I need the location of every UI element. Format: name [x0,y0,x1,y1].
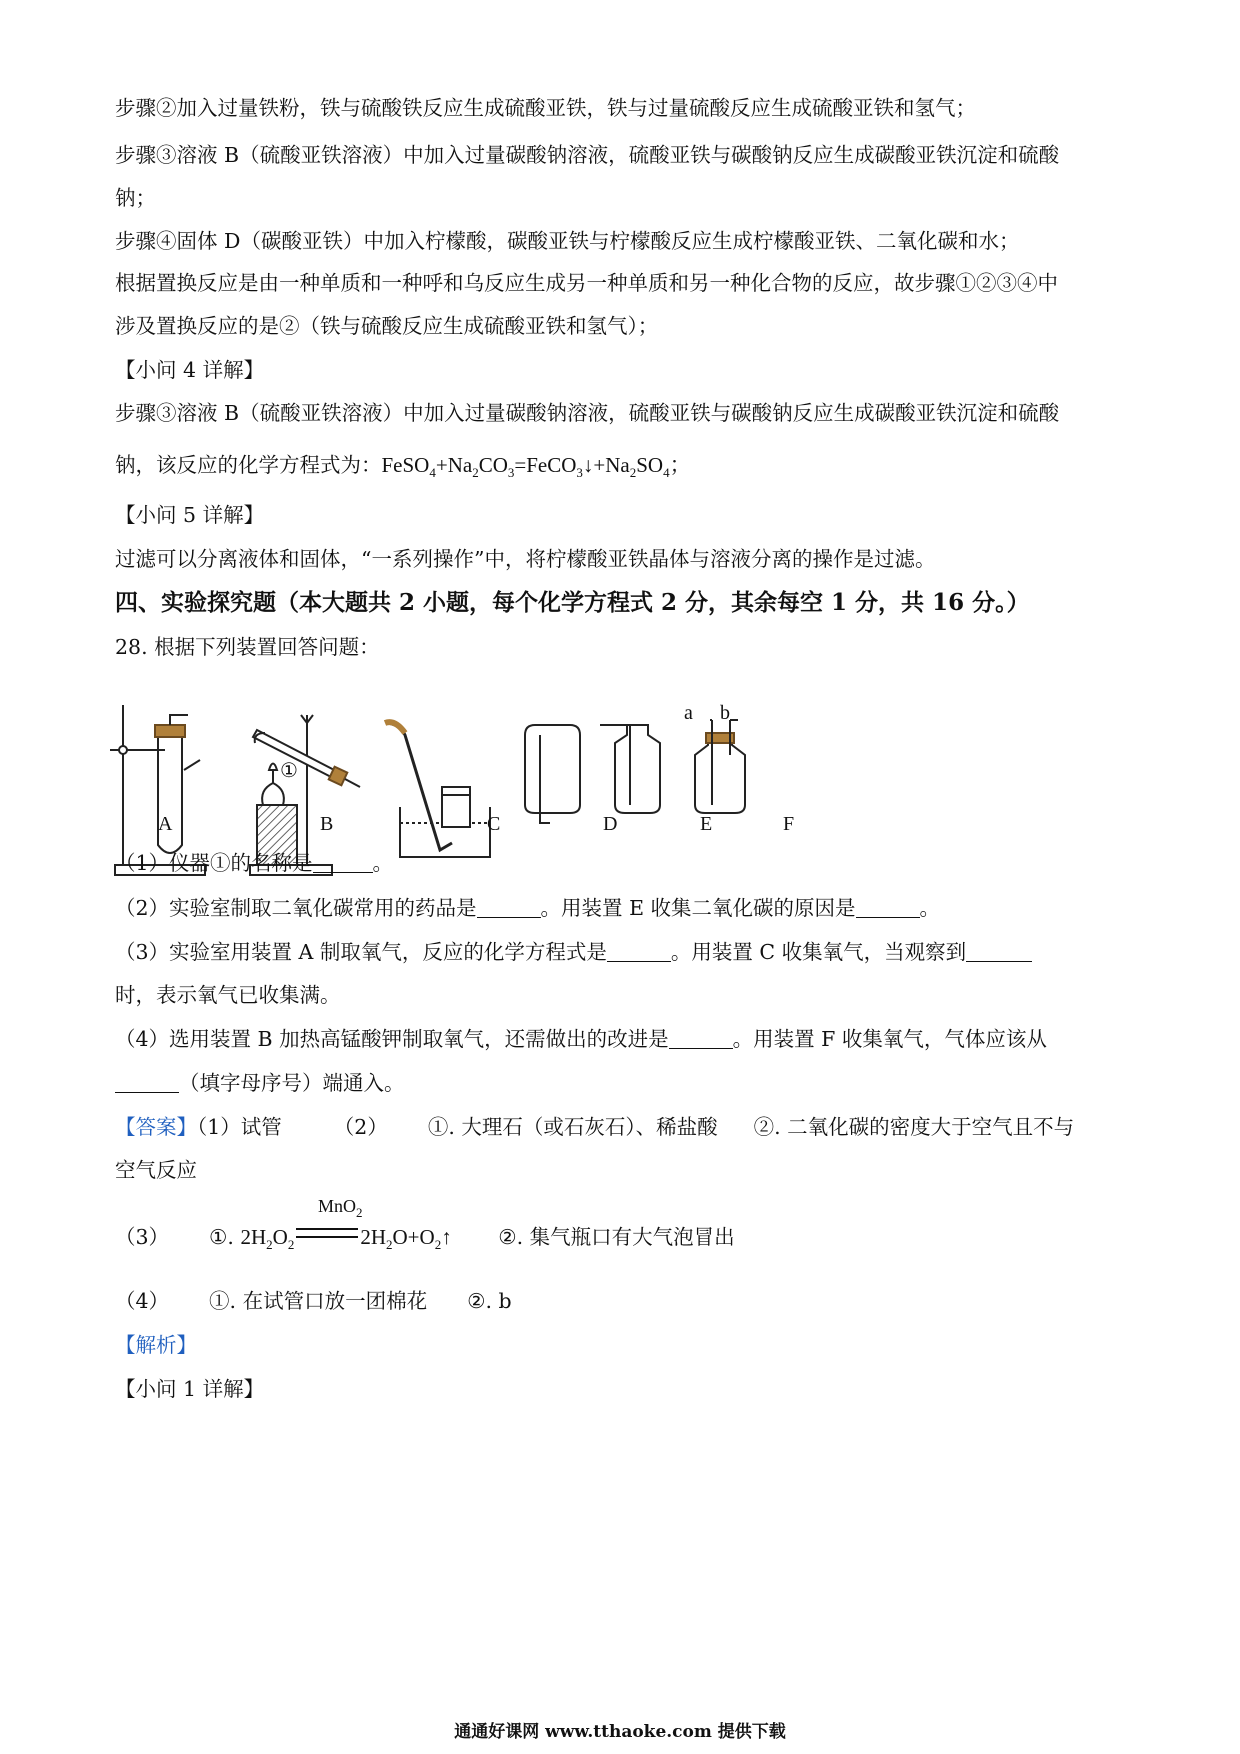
answer-blank [669,1028,733,1049]
question-2: （2）实验室制取二氧化碳常用的药品是 。用装置 E 收集二氧化碳的原因是 。 [115,896,941,920]
paragraph-q4-equation-line [115,450,1125,488]
apparatus-label-e: E [700,813,713,835]
analysis-tag: 【解析】 [115,1333,197,1357]
paragraph-step2: 步骤②加入过量铁粉，铁与硫酸铁反应生成硫酸亚铁，铁与过量硫酸反应生成硫酸亚铁和氢气； [115,96,976,120]
paragraph-step3: 步骤③溶液 B（硫酸亚铁溶液）中加入过量碳酸钠溶液，硫酸亚铁与碳酸钠反应生成碳酸亚铁沉淀和硫酸 [115,143,1060,167]
apparatus-label-c: C [487,813,501,835]
answer-blank [856,897,920,918]
paragraph-step3-cont: 钠； [115,186,156,210]
answer-line-4: （4） ①. 在试管口放一团棉花 ②. b [115,1289,512,1313]
paragraph-step4: 步骤④固体 D（碳酸亚铁）中加入柠檬酸，碳酸亚铁与柠檬酸反应生成柠檬酸亚铁、二氧化碳和水； [115,229,1020,253]
question-3: （3）实验室用装置 A 制取氧气，反应的化学方程式是 。用装置 C 收集氧气，当观察到 [115,937,1125,967]
port-label-a: a [684,702,693,724]
answer-line-1-cont: 空气反应 [115,1158,197,1182]
question-4: （4）选用装置 B 加热高锰酸钾制取氧气，还需做出的改进是 。用装置 F 收集氧气，气体应该从 [115,1027,1047,1051]
equation-feso4: $FeSO_4+Na_2CO_3=FeCO_3↓+Na_2SO_4$； [381,453,691,480]
question-3-cont: 时，表示氧气已收集满。 [115,983,341,1007]
question-28-stem: 28. 根据下列装置回答问题： [115,635,380,659]
equation-intro: 钠，该反应的化学方程式为： [115,453,382,477]
subquestion-1-heading: 【小问 1 详解】 [115,1377,265,1401]
equals-sign [296,1228,358,1238]
paragraph-displacement: 根据置换反应是由一种单质和一种呼和乌反应生成另一种单质和另一种化合物的反应，故步骤①②③④中 [115,271,1058,295]
subquestion-5-heading: 【小问 5 详解】 [115,503,265,527]
paragraph-q5-detail: 过滤可以分离液体和固体，“一系列操作”中，将柠檬酸亚铁晶体与溶液分离的操作是过滤。 [115,547,936,571]
paragraph-displacement-cont: 涉及置换反应的是②（铁与硫酸反应生成硫酸亚铁和氢气）； [115,314,659,338]
page-footer: 通通好课网 www.tthaoke.com 提供下载 [454,1722,786,1742]
answer-tag: 【答案】 [115,1115,197,1139]
answer-line-1: 【答案】（1）试管 （2） ①. 大理石（或石灰石）、稀盐酸 ②. 二氧化碳的密度大于空气且不与 [115,1115,1075,1139]
apparatus-label-b: B [320,813,334,835]
answer-line-3: （3） ①. $2H_2O_2$ $2H_2O+O_2↑$ ②. 集气瓶口有大气泡冒出 [115,1225,735,1252]
apparatus-label-f: F [783,813,795,835]
apparatus-e-drawing [600,725,660,813]
question-1: （1）仪器①的名称是 。 [115,851,394,875]
apparatus-label-a: A [158,813,173,835]
answer-blank [115,1072,179,1093]
port-label-b: b [720,702,730,724]
circle-label-1: ① [280,760,298,782]
answer-blank [477,897,541,918]
question-4-cont: （填字母序号）端通入。 [115,1068,1125,1098]
answer-blank [313,852,373,873]
apparatus-d-drawing [525,725,580,823]
equation-h2o2: $2H_2O_2$ $2H_2O+O_2↑$ [240,1225,452,1252]
section-4-heading: 四、实验探究题（本大题共 2 小题，每个化学方程式 2 分，其余每空 1 分，共 16 分。） [115,589,1030,616]
paragraph-q4-detail: 步骤③溶液 B（硫酸亚铁溶液）中加入过量碳酸钠溶液，硫酸亚铁与碳酸钠反应生成碳酸亚铁沉淀和硫酸 [115,401,1060,425]
apparatus-c-drawing [385,722,490,857]
answer-blank [966,941,1032,962]
subquestion-4-heading: 【小问 4 详解】 [115,358,265,382]
answer-blank [607,941,671,962]
apparatus-f-drawing [695,720,745,813]
catalyst-mno2: MnO$_2$ [318,1196,363,1220]
apparatus-label-d: D [603,813,618,835]
